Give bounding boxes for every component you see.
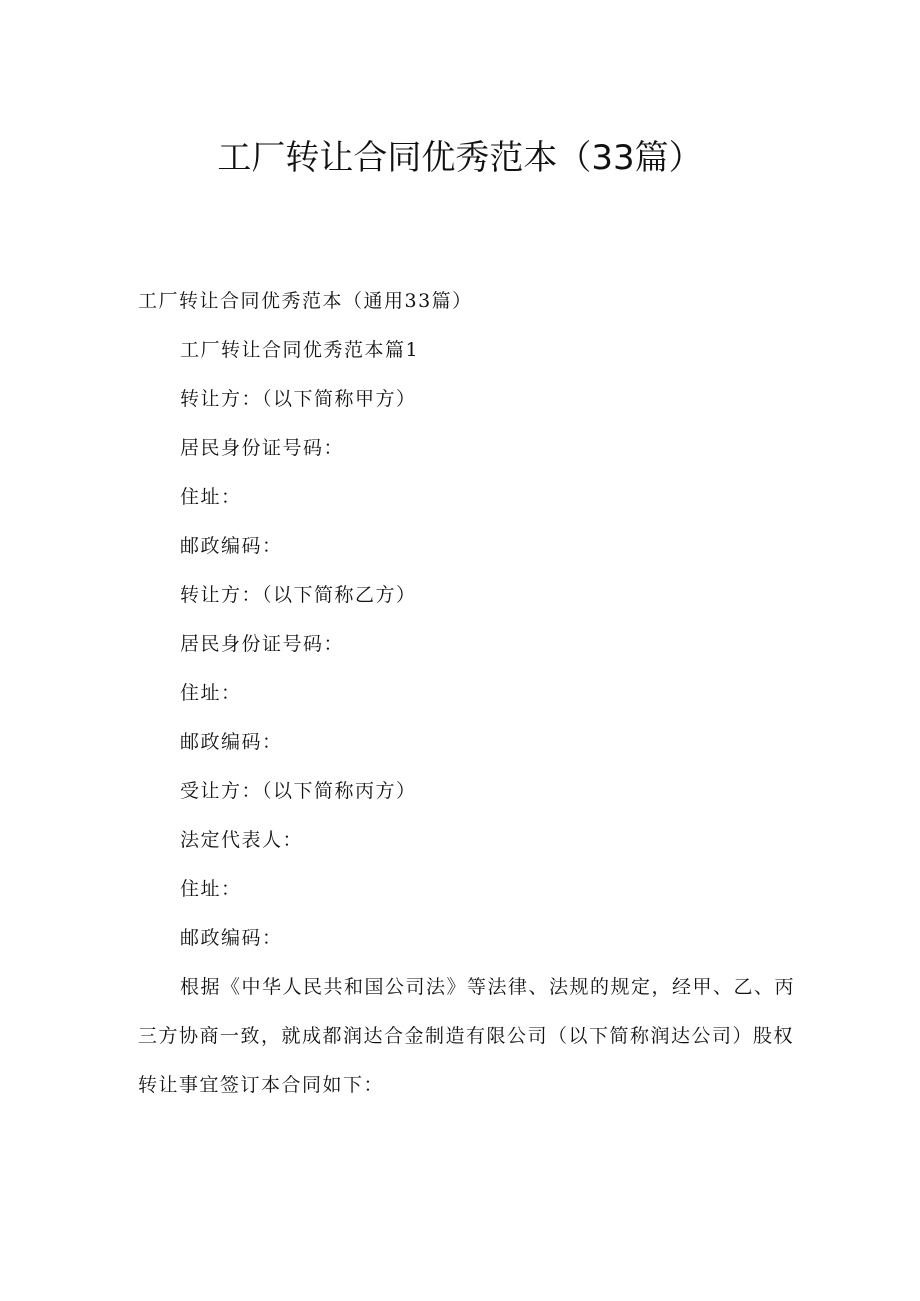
- party-c-representative-label: 法定代表人：: [180, 829, 304, 851]
- party-c-address-label: 住址：: [180, 878, 242, 900]
- party-a-label: 转让方：（以下简称甲方）: [180, 388, 417, 410]
- party-b-postcode-label: 邮政编码：: [180, 731, 283, 753]
- subtitle-line: 工厂转让合同优秀范本（通用33篇）: [138, 290, 473, 312]
- party-c-label: 受让方：（以下简称丙方）: [180, 780, 417, 802]
- agreement-paragraph: [138, 968, 796, 1115]
- paragraph-line: 根据《中华人民共和国公司法》等法律、法规的规定，经甲、乙、丙: [180, 976, 796, 998]
- paragraph-line: 三方协商一致，就成都润达合金制造有限公司（以下简称润达公司）股权: [138, 1025, 795, 1047]
- party-b-label: 转让方：（以下简称乙方）: [180, 584, 417, 606]
- party-b-address-label: 住址：: [180, 682, 242, 704]
- paragraph-line: 转让事宜签订本合同如下：: [138, 1074, 385, 1096]
- party-a-address-label: 住址：: [180, 486, 242, 508]
- party-b-id-label: 居民身份证号码：: [180, 633, 345, 655]
- party-c-postcode-label: 邮政编码：: [180, 927, 283, 949]
- document-title: 工厂转让合同优秀范本（33篇）: [217, 138, 703, 178]
- section-heading: 工厂转让合同优秀范本篇1: [180, 339, 420, 361]
- party-a-postcode-label: 邮政编码：: [180, 535, 283, 557]
- document-body: [138, 282, 796, 1115]
- party-a-id-label: 居民身份证号码：: [180, 437, 345, 459]
